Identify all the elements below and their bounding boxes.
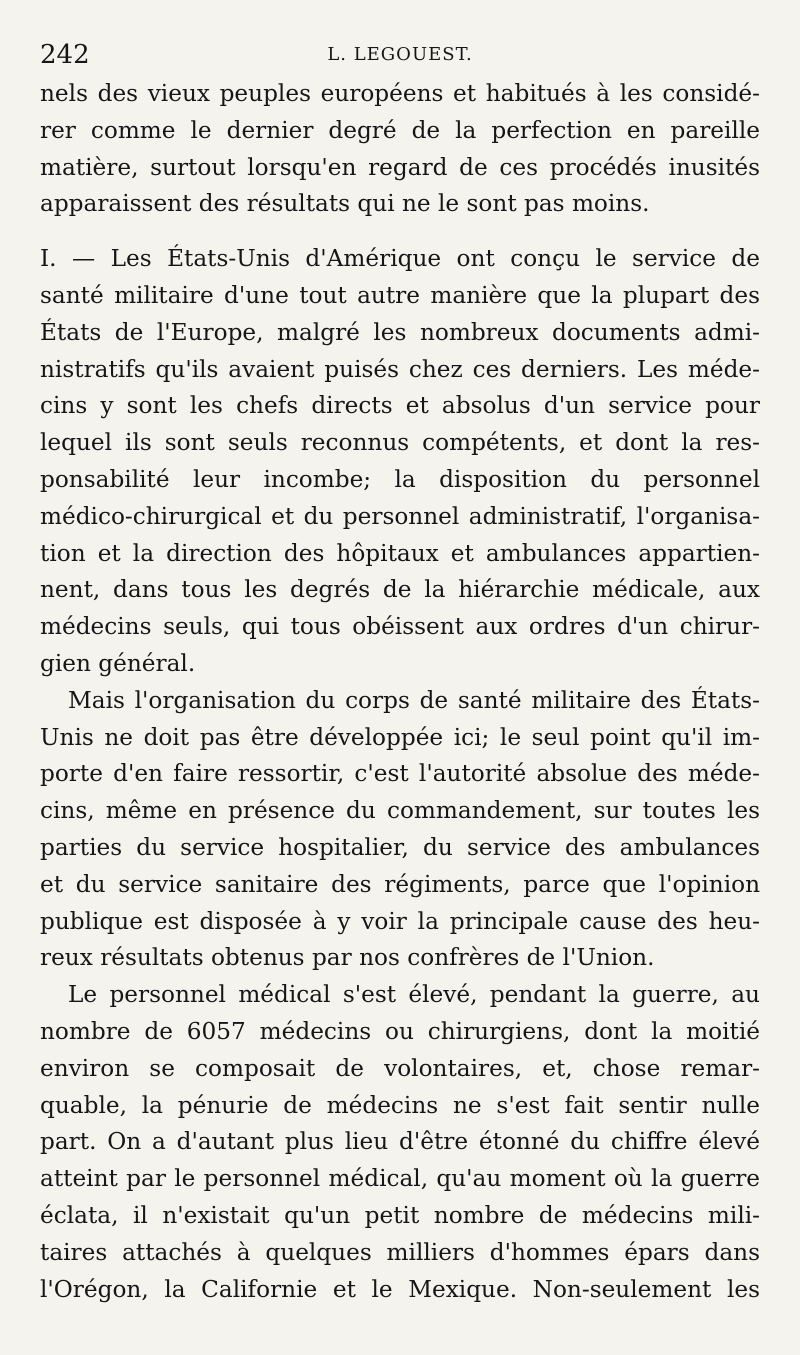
- text-line: atteint par le personnel médical, qu'au moment où la guerre: [40, 1165, 760, 1193]
- text-line: rer comme le dernier degré de la perfection en pareille: [40, 116, 760, 144]
- section-gap: [40, 223, 760, 241]
- text-line: porte d'en faire ressortir, c'est l'autorité absolue des méde-: [40, 760, 760, 788]
- text-line: Unis ne doit pas être développée ici; le seul point qu'il im-: [40, 723, 760, 751]
- text-line: cins y sont les chefs directs et absolus d'un service pour: [40, 392, 760, 420]
- text-line: Mais l'organisation du corps de santé militaire des États-: [68, 686, 760, 714]
- text-line: nombre de 6057 médecins ou chirurgiens, dont la moitié: [40, 1017, 760, 1045]
- text-line: lequel ils sont seuls reconnus compétents, et dont la res-: [40, 429, 760, 457]
- text-line: nistratifs qu'ils avaient puisés chez ces derniers. Les méde-: [40, 355, 760, 383]
- text-line: tion et la direction des hôpitaux et ambulances appartien-: [40, 539, 760, 567]
- text-line: I. — Les États-Unis d'Amérique ont conçu le service de: [40, 245, 760, 273]
- text-line: médico-chirurgical et du personnel administratif, l'organisa-: [40, 502, 760, 530]
- text-line: parties du service hospitalier, du service des ambulances: [40, 833, 760, 861]
- text-line: santé militaire d'une tout autre manière que la plupart des: [40, 281, 760, 309]
- page-number: 242: [40, 40, 90, 70]
- text-line: Le personnel médical s'est élevé, pendant la guerre, au: [68, 981, 760, 1009]
- text-line: matière, surtout lorsqu'en regard de ces procédés inusités: [40, 153, 760, 181]
- text-line: l'Orégon, la Californie et le Mexique. Non-seulement les: [40, 1275, 760, 1303]
- text-line: taires attachés à quelques milliers d'hommes épars dans: [40, 1238, 760, 1266]
- text-line: ponsabilité leur incombe; la disposition du personnel: [40, 465, 760, 493]
- body-text: [40, 76, 760, 1308]
- text-line: part. On a d'autant plus lieu d'être étonné du chiffre élevé: [40, 1128, 760, 1156]
- running-title: L. LEGOUEST.: [327, 44, 473, 65]
- text-line: apparaissent des résultats qui ne le sont pas moins.: [40, 190, 650, 218]
- text-line: gien général.: [40, 649, 196, 677]
- text-line: et du service sanitaire des régiments, parce que l'opinion: [40, 870, 760, 898]
- text-line: cins, même en présence du commandement, sur toutes les: [40, 797, 760, 825]
- text-line: reux résultats obtenus par nos confrères de l'Union.: [40, 944, 655, 972]
- text-line: États de l'Europe, malgré les nombreux documents admi-: [40, 318, 760, 346]
- text-line: éclata, il n'existait qu'un petit nombre de médecins mili-: [40, 1201, 760, 1229]
- text-line: nent, dans tous les degrés de la hiérarchie médicale, aux: [40, 576, 760, 604]
- text-line: médecins seuls, qui tous obéissent aux ordres d'un chirur-: [40, 613, 760, 641]
- text-line: environ se composait de volontaires, et, chose remar-: [40, 1054, 760, 1082]
- text-line: nels des vieux peuples européens et habitués à les considé-: [40, 80, 760, 107]
- text-line: quable, la pénurie de médecins ne s'est fait sentir nulle: [40, 1091, 760, 1119]
- running-head: [40, 36, 760, 76]
- text-line: publique est disposée à y voir la principale cause des heu-: [40, 907, 760, 935]
